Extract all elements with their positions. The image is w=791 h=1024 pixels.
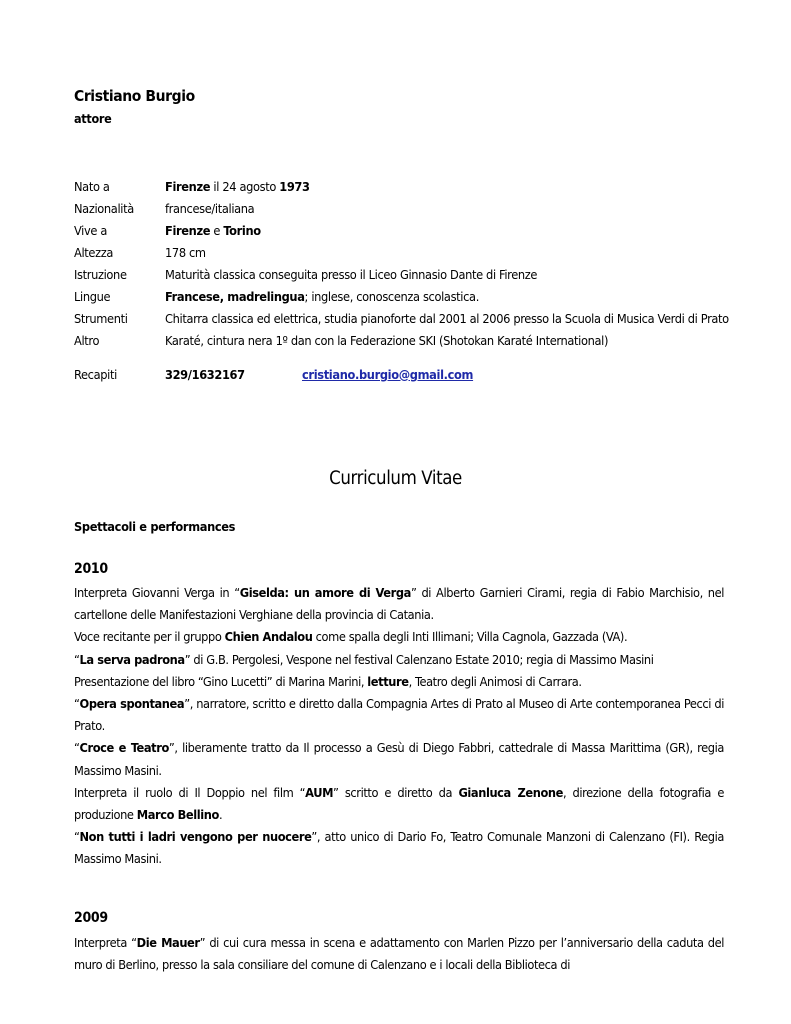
entry: Interpreta Giovanni Verga in “Giselda: un amore di Verga” di Alberto Garnieri Cirami, regia di Fabio Marchisio, nel cartellone delle Manifestazioni Verghiane della provincia di Catania.: [74, 585, 725, 623]
info-row-languages: [74, 286, 734, 308]
info-value: Firenze e Torino: [165, 223, 261, 238]
entry: “La serva padrona” di G.B. Pergolesi, Vespone nel festival Calenzano Estate 2010; regia di Massimo Masini: [74, 651, 654, 667]
info-row-birth: [74, 176, 734, 198]
info-label: Recapiti: [74, 367, 117, 382]
phone-number: 329/1632167: [165, 367, 245, 382]
info-value: francese/italiana: [165, 201, 255, 216]
info-label: Lingue: [74, 289, 111, 304]
info-label: Altezza: [74, 245, 114, 260]
entry: Interpreta “Die Mauer” di cui cura messa in scena e adattamento con Marlen Pizzo per l’anniversario della caduta del muro di Berlino, presso la sala consiliare del comune di Calenzano e i locali della Biblioteca di: [74, 935, 724, 973]
person-role: attore: [74, 111, 112, 126]
year-heading-2010: 2010: [74, 561, 108, 577]
entry: Interpreta il ruolo di Il Doppio nel film “AUM” scritto e diretto da Gianluca Zenone, direzione della fotografia e produzione Marco Bellino.: [74, 784, 724, 823]
info-label: Strumenti: [74, 311, 128, 326]
year-heading-2009: 2009: [74, 910, 108, 926]
info-row-lives: [74, 220, 734, 242]
info-value: 178 cm: [165, 245, 206, 260]
entry: “Croce e Teatro”, liberamente tratto da Il processo a Gesù di Diego Fabbri, cattedrale di Massa Marittima (GR), regia Massimo Masini.: [74, 740, 724, 778]
entries-2009: [74, 932, 724, 976]
entry: “Opera spontanea”, narratore, scritto e diretto dalla Compagnia Artes di Prato al Museo di Arte contemporanea Pecci di Prato.: [74, 696, 724, 734]
info-row-instruments: [74, 308, 734, 330]
info-row-education: [74, 264, 734, 286]
info-value: Francese, madrelingua; inglese, conoscenza scolastica.: [165, 289, 479, 304]
info-row-height: [74, 242, 734, 264]
person-name: Cristiano Burgio: [74, 87, 195, 105]
info-label: Nazionalità: [74, 201, 134, 216]
entry: Presentazione del libro “Gino Lucetti” di Marina Marini, letture, Teatro degli Animosi di Carrara.: [74, 673, 582, 689]
info-value: Firenze il 24 agosto 1973: [165, 179, 310, 194]
email-link[interactable]: cristiano.burgio@gmail.com: [302, 367, 474, 382]
info-value: Chitarra classica ed elettrica, studia pianoforte dal 2001 al 2006 presso la Scuola di Musica Verdi di Prato: [165, 311, 729, 326]
info-row-nationality: [74, 198, 734, 220]
entries-2010: [74, 582, 724, 871]
personal-info: [74, 176, 734, 386]
info-value: Maturità classica conseguita presso il Liceo Ginnasio Dante di Firenze: [165, 267, 538, 282]
section-heading: Spettacoli e performances: [74, 519, 236, 534]
info-value: [165, 364, 734, 386]
info-label: Altro: [74, 333, 100, 348]
info-value: Karaté, cintura nera 1º dan con la Federazione SKI (Shotokan Karaté International): [165, 333, 609, 348]
entry: Voce recitante per il gruppo Chien Andalou come spalla degli Inti Illimani; Villa Cagnola, Gazzada (VA).: [74, 629, 628, 645]
info-label: Nato a: [74, 179, 110, 194]
entry: “Non tutti i ladri vengono per nuocere”, atto unico di Dario Fo, Teatro Comunale Manzoni di Calenzano (FI). Regia Massimo Masini.: [74, 829, 724, 867]
cv-title: Curriculum Vitae: [329, 468, 462, 489]
info-label: Istruzione: [74, 267, 127, 282]
info-row-other: [74, 330, 734, 352]
info-row-contacts: [74, 364, 734, 386]
info-label: Vive a: [74, 223, 107, 238]
